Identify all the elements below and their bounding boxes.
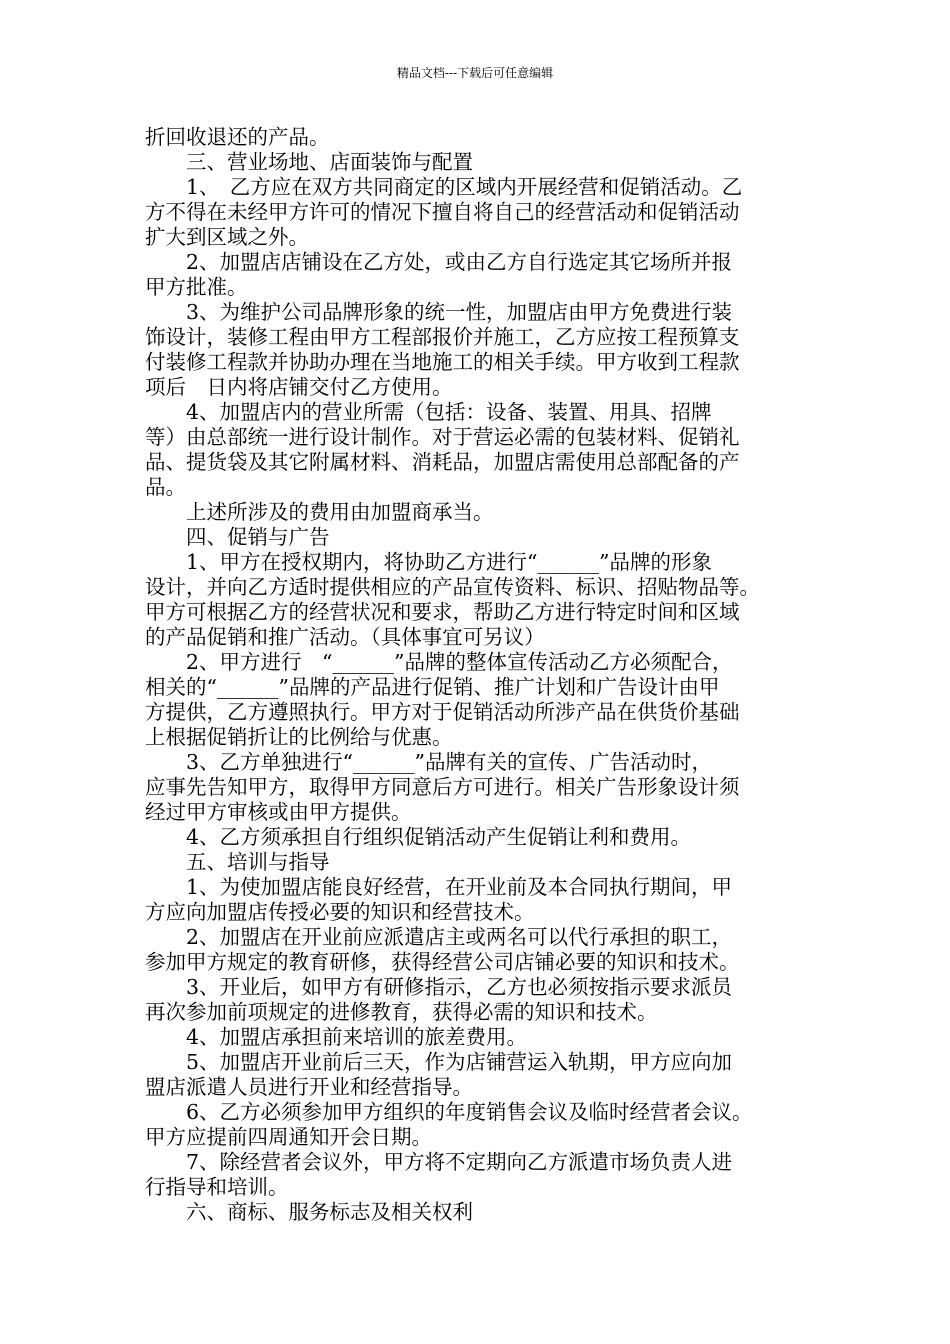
text-line: 上述所涉及的费用由加盟商承当。 <box>145 500 494 524</box>
text-line: 上根据促销折让的比例给与优惠。 <box>145 725 453 749</box>
text-line: 1、甲方在授权期内，将协助乙方进行“______”品牌的形象 <box>145 550 713 574</box>
text-line: 五、培训与指导 <box>145 850 330 874</box>
text-line: 甲方批准。 <box>145 275 248 299</box>
text-line: 经过甲方审核或由甲方提供。 <box>145 800 412 824</box>
text-line: 付装修工程款并协助办理在当地施工的相关手续。甲方收到工程款 <box>145 350 740 374</box>
text-line: 方提供，乙方遵照执行。甲方对于促销活动所涉产品在供货价基础 <box>145 700 740 724</box>
text-line: 4、乙方须承担自行组织促销活动产生促销让利和费用。 <box>145 825 692 849</box>
text-line: 1、为使加盟店能良好经营，在开业前及本合同执行期间，甲 <box>145 875 733 899</box>
text-line: 再次参加前项规定的进修教育，获得必需的知识和技术。 <box>145 1000 658 1024</box>
text-line: 三、营业场地、店面装饰与配置 <box>145 150 473 174</box>
text-line: 甲方应提前四周通知开会日期。 <box>145 1125 432 1149</box>
text-line: 等）由总部统一进行设计制作。对于营运必需的包装材料、促销礼 <box>145 425 740 449</box>
text-line: 设计，并向乙方适时提供相应的产品宣传资料、标识、招贴物品等。 <box>145 575 760 599</box>
text-line: 3、乙方单独进行“______”品牌有关的宣传、广告活动时， <box>145 750 713 774</box>
text-line: 相关的“______”品牌的产品进行促销、推广计划和广告设计由甲 <box>145 675 720 699</box>
text-line: 方应向加盟店传授必要的知识和经营技术。 <box>145 900 535 924</box>
text-line: 行指导和培训。 <box>145 1175 289 1199</box>
text-line: 甲方可根据乙方的经营状况和要求，帮助乙方进行特定时间和区域 <box>145 600 740 624</box>
text-line: 4、加盟店内的营业所需（包括：设备、装置、用具、招牌 <box>145 400 712 424</box>
text-line: 四、促销与广告 <box>145 525 330 549</box>
text-line: 3、开业后，如甲方有研修指示，乙方也必须按指示要求派员 <box>145 975 733 999</box>
text-line: 6、乙方必须参加甲方组织的年度销售会议及临时经营者会议。 <box>145 1100 753 1124</box>
text-line: 品、提货袋及其它附属材料、消耗品，加盟店需使用总部配备的产 <box>145 450 740 474</box>
text-line: 项后 日内将店铺交付乙方使用。 <box>145 375 453 399</box>
text-line: 折回收退还的产品。 <box>145 125 330 149</box>
text-line: 3、为维护公司品牌形象的统一性，加盟店由甲方免费进行装 <box>145 300 733 324</box>
text-line: 4、加盟店承担前来培训的旅差费用。 <box>145 1025 528 1049</box>
page-header: 精品文档---下载后可任意编辑 <box>396 66 554 80</box>
document-body <box>145 125 813 1225</box>
text-line: 六、商标、服务标志及相关权利 <box>145 1200 473 1224</box>
text-line: 品。 <box>145 475 186 499</box>
text-line: 饰设计，装修工程由甲方工程部报价并施工，乙方应按工程预算支 <box>145 325 740 349</box>
text-line: 2、加盟店在开业前应派遣店主或两名可以代行承担的职工， <box>145 925 733 949</box>
text-line: 参加甲方规定的教育研修，获得经营公司店铺必要的知识和技术。 <box>145 950 740 974</box>
text-line: 应事先告知甲方，取得甲方同意后方可进行。相关广告形象设计须 <box>145 775 740 799</box>
text-line: 方不得在未经甲方许可的情况下擅自将自己的经营活动和促销活动 <box>145 200 740 224</box>
text-line: 1、 乙方应在双方共同商定的区域内开展经营和促销活动。乙 <box>145 175 743 199</box>
text-line: 5、加盟店开业前后三天，作为店铺营运入轨期，甲方应向加 <box>145 1050 733 1074</box>
text-line: 2、甲方进行 “______”品牌的整体宣传活动乙方必须配合， <box>145 650 733 674</box>
text-line: 的产品促销和推广活动。（具体事宜可另议） <box>145 625 545 649</box>
text-line: 7、除经营者会议外，甲方将不定期向乙方派遣市场负责人进 <box>145 1150 733 1174</box>
text-line: 盟店派遣人员进行开业和经营指导。 <box>145 1075 473 1099</box>
text-line: 扩大到区域之外。 <box>145 225 309 249</box>
text-line: 2、加盟店店铺设在乙方处，或由乙方自行选定其它场所并报 <box>145 250 733 274</box>
